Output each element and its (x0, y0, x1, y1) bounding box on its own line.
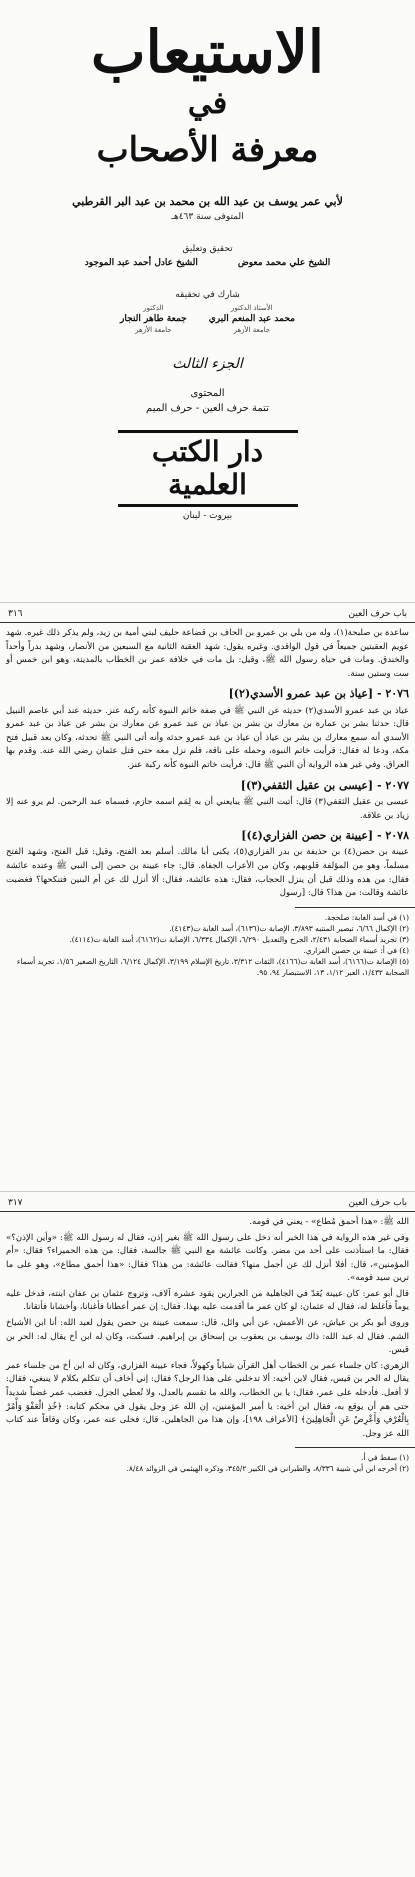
editor: الشيخ علي محمد معوض (237, 257, 331, 268)
paragraph: وفي غير هذه الرواية في هذا الخبر أنه دخل على رسول الله ﷺ بغير إذن، فقال له رسول الله ﷺ: «وأين الإذن؟» فقال: ما استأذنت على أحد من مضر. وكانت عائشة مع النبي ﷺ جالسة، فقال: من هذه الحميراء؟ فقال: «أم المؤمنين»، قال: أفلا أنزل لك عن أجمل منها؟ فقالت عائشة: من هذا؟ فقال: «هذا أحمق مطاع»، وهو على ما ترين سيد قومه». (6, 1232, 409, 1284)
page-section-title: باب حرف العين (348, 1198, 407, 1208)
paragraph: الله ﷺ: «هذا أحمق مُطاع» - يعني في قومه. (249, 1217, 409, 1227)
contents-label: المحتوى (190, 387, 225, 399)
footnote: (٥) الإصابة ت(٦١٦٦)، أسد الغابة ت(٤١٦٦)، الثقات ٣/٣١٢، تاريخ الإسلام ٣/١٩٩، الإكمال ٦/١٢٤، التاريخ الصغير ١/٥٦، تجريد أسماء الصحابة ١/٤٣٢، العبر ١/١٢، ١٣، الاستبصار ٩٤، ٩٥. (16, 957, 409, 978)
paragraph: عيسى بن عقيل الثقفي(٣) قال: أتيت النبي ﷺ يبايعني أن به لِمَم اسمه حازم، فسماه عبد الرحمن. لم يرو عنه إلا زياد بن علاقة. (6, 796, 409, 821)
contributors-label: شارك في تحقيقه (175, 289, 240, 300)
contents-block (0, 386, 415, 416)
paragraph: قال أبو عمر: كان عيينة يُعَدّ في الجاهلية من الجرارين يقود عشرة آلاف، وتزوج عثمان بن عفان ابنته، فدخل عليه يوماً فأغلظ له، فقال له عثمان: لو كان عمر ما أقدمت عليه بهذا. فقال: إن عمر أعطانا فأغنانا، وأخشانا فأتقانا. (6, 1288, 409, 1313)
contributors (0, 304, 415, 334)
entry-heading: ٢٠٧٨ - [عيينة بن حصن الفزاري(٤)] (241, 829, 409, 843)
footnote: (٣) تجريد أسماء الصحابة ٢/٤٣١، الجرح والتعديل ٦/٢٩٠، الإكمال ٦/٣٣٤، الإصابة ت(٦١٦٢)، أسد الغابة ت(٤١١٤). (69, 935, 409, 945)
contributor-affiliation: جامعة الأزهر (135, 325, 172, 334)
footnote: (٤) في أ: عيينة بن حصين الفزاري. (303, 946, 409, 956)
author-death-year: المتوفى سنة ٤٦٣هـ (171, 211, 244, 222)
editing-label: تحقيق وتعليق (182, 243, 233, 254)
contents-value: تتمة حرف العين - حرف الميم (146, 402, 269, 414)
contributor-affiliation: جامعة الأزهر (233, 325, 271, 334)
contributor-name: محمد عبد المنعم البري (208, 313, 295, 324)
editors (0, 258, 415, 268)
contributor (209, 304, 295, 334)
author-name: لأبي عمر يوسف بن عبد الله بن محمد بن عبد البر القرطبي (72, 194, 343, 208)
publisher-city: بيروت - لبنان (182, 510, 233, 521)
page-number: ٣١٦ (8, 609, 23, 619)
footnote-divider (295, 1447, 415, 1448)
page-body (0, 623, 415, 901)
entry-heading: ٢٠٧٧ - [عيسى بن عقيل الثقفي(٣)] (240, 778, 409, 792)
page-section-title: باب حرف العين (348, 609, 407, 619)
contributor (120, 304, 187, 334)
page-header (0, 1192, 415, 1212)
entry-heading: ٢٠٧٦ - [عياذ بن عبد عمرو الأسدي(٢)] (228, 687, 409, 701)
page-number: ٣١٧ (8, 1198, 23, 1208)
page-317 (0, 1192, 415, 1877)
paragraph: عيينة بن حصن(٤) بن حذيفة بن بدر الفزاري(٥)، يكنى أبا مالك. أسلم بعد الفتح، وقيل: قبل الفتح، وشهد الفتح مسلماً، وهو من المؤلفة قلوبهم، وكان من الأعراب الجفاة. قال: جاء عيينة بن حصن إلى النبي ﷺ وعنده عائشة فقال: من هذه وذلك قبل أن ينزل الحجاب، فقال: هذه عائشة، فقال: ألا أنزل لك عن أم البنين فتنكحها؟ فغضبت عائشة وقالت: من هذا؟ قال: [رسول (6, 847, 409, 899)
paragraph: وروى أبو بكر بن عياش، عن الأعمش، عن أبي وائل، قال: سمعت عيينة بن حصن يقول لعبد الله: أنا ابن الأشياخ الشم. فقال له عبد الله: ذاك يوسف بن يعقوب بن إسحاق بن إبراهيم. فسكت، وكان له ابن أخ يقال له: الحر بن قيس. (6, 1318, 409, 1356)
contributor-role: الأستاذ الدكتور (231, 303, 273, 312)
page-body (0, 1212, 415, 1441)
footnote: (٢) أخرجه ابن أبي شيبة ٨/٣٣٦، والطبراني في الكبير ٣٤٥/٢، وذكره الهيثمي في الزوائد ٨/٤٨. (126, 1464, 409, 1474)
contributor-role: الدكتور (143, 303, 164, 312)
volume-label: الجزء الثالث (172, 355, 243, 372)
page-header (0, 603, 415, 623)
footnote: (٢) الإكمال ٦/٦٦، تبصير المنتبه ٣/٨٩٣، الإصابة ت(٦١٣٦)، أسد الغابة ت(٤١٤٣). (169, 923, 409, 933)
book-title: الاستيعاب (90, 18, 325, 86)
editor: الشيخ عادل أحمد عبد الموجود (84, 257, 198, 268)
footnote: (١) سقط في أ. (361, 1453, 409, 1463)
paragraph: ساعدة بن صلبحة(١)، وله من بلي بن عمرو بن الحاف بن قضاعة حليف لبني أمية بن زيد، ولم يذكر ذلك غيره. شهد عويم العقبتين جميعاً في قول الواقدي. وغيره يقول: شهد العقبة الثانية مع السبعين من الأنصار، وشهد بدراً وأحداً والخندق. ومات في حياة رسول الله ﷺ، وقيل: بل مات في خلافة عمر بن الخطاب بالمدينة، وهو ابن خمس أو ست وستين سنة. (6, 628, 409, 679)
publisher-logo: دار الكتب العلمية (118, 430, 298, 507)
footnote: (١) في أسد الغابة: صلحجة. (324, 912, 409, 922)
title-page (0, 0, 415, 603)
contributor-name: جمعة طاهر النجار (120, 313, 187, 324)
footnote-divider (295, 907, 415, 908)
paragraph: عياذ بن عبد عمرو الأسدي(٢) حديثه عن النبي ﷺ في صفة خاتم النبوة كأنه ركبة عنز. حديثه عند أبي عاصم النبيل قال: حدثنا بشر بن عمارة بن معارك بن بشر بن عياذ بن عبد عمرو عن معارك بن بشر عن عياذ بن عبد عمرو الأسدي أنه سمع معارك بن بشر بن عياذ أن عياذ بن عبد عمرو حدثه وأنه أتى النبي ﷺ تحدثه، وكان بعد قبيل فتح مكة، ودعا له فقال: قرأيت خاتم النبوة، وحمله على ناقة، فلم نزل معه حتى قتل عثمان رضي الله عنه. وقدم بها العراق. وفي غير هذه الرواية أن النبي ﷺ قال: فرأيت خاتم النبوة كأنه ركبة عنز. (6, 705, 410, 770)
paragraph: الزهري: كان جلساء عمر بن الخطاب أهل القرآن شباباً وكهولاً، فجاء عيينة الفزاري، وكان له ابن أخ من جلساء عمر يقال له الحر بن قيس، فقال لابن أخيه: ألا تدخلني على هذا الرجل؟ فقال: إني أخاف أن تتكلم بكلام لا ينبغي، فقال: لا أفعل. فأدخله على عمر، فقال: يا بن الخطاب، والله ما تقسم بالعدل، ولا تُعطي الجزل. فغضب عمر غضباً شديداً حتى هم أن يوقع به، فقال ابن أخيه: يا أمير المؤمنين، إن الله عز وجل يقول في محكم كتابه: ﴿خُذِ الْعَفْوَ وَأْمُرْ بِالْعُرْفِ وَأَعْرِضْ عَنِ الْجَاهِلِينَ﴾ [الأعراف ١٩٨]، وإن هذا من الجاهلين. قال: فخلى عنه عمر، وكان وقافاً عند كتاب الله عز وجل. (6, 1360, 409, 1439)
book-subtitle: معرفة الأصحاب (96, 129, 319, 170)
page-316 (0, 603, 415, 1192)
title-connector: في (187, 85, 228, 121)
